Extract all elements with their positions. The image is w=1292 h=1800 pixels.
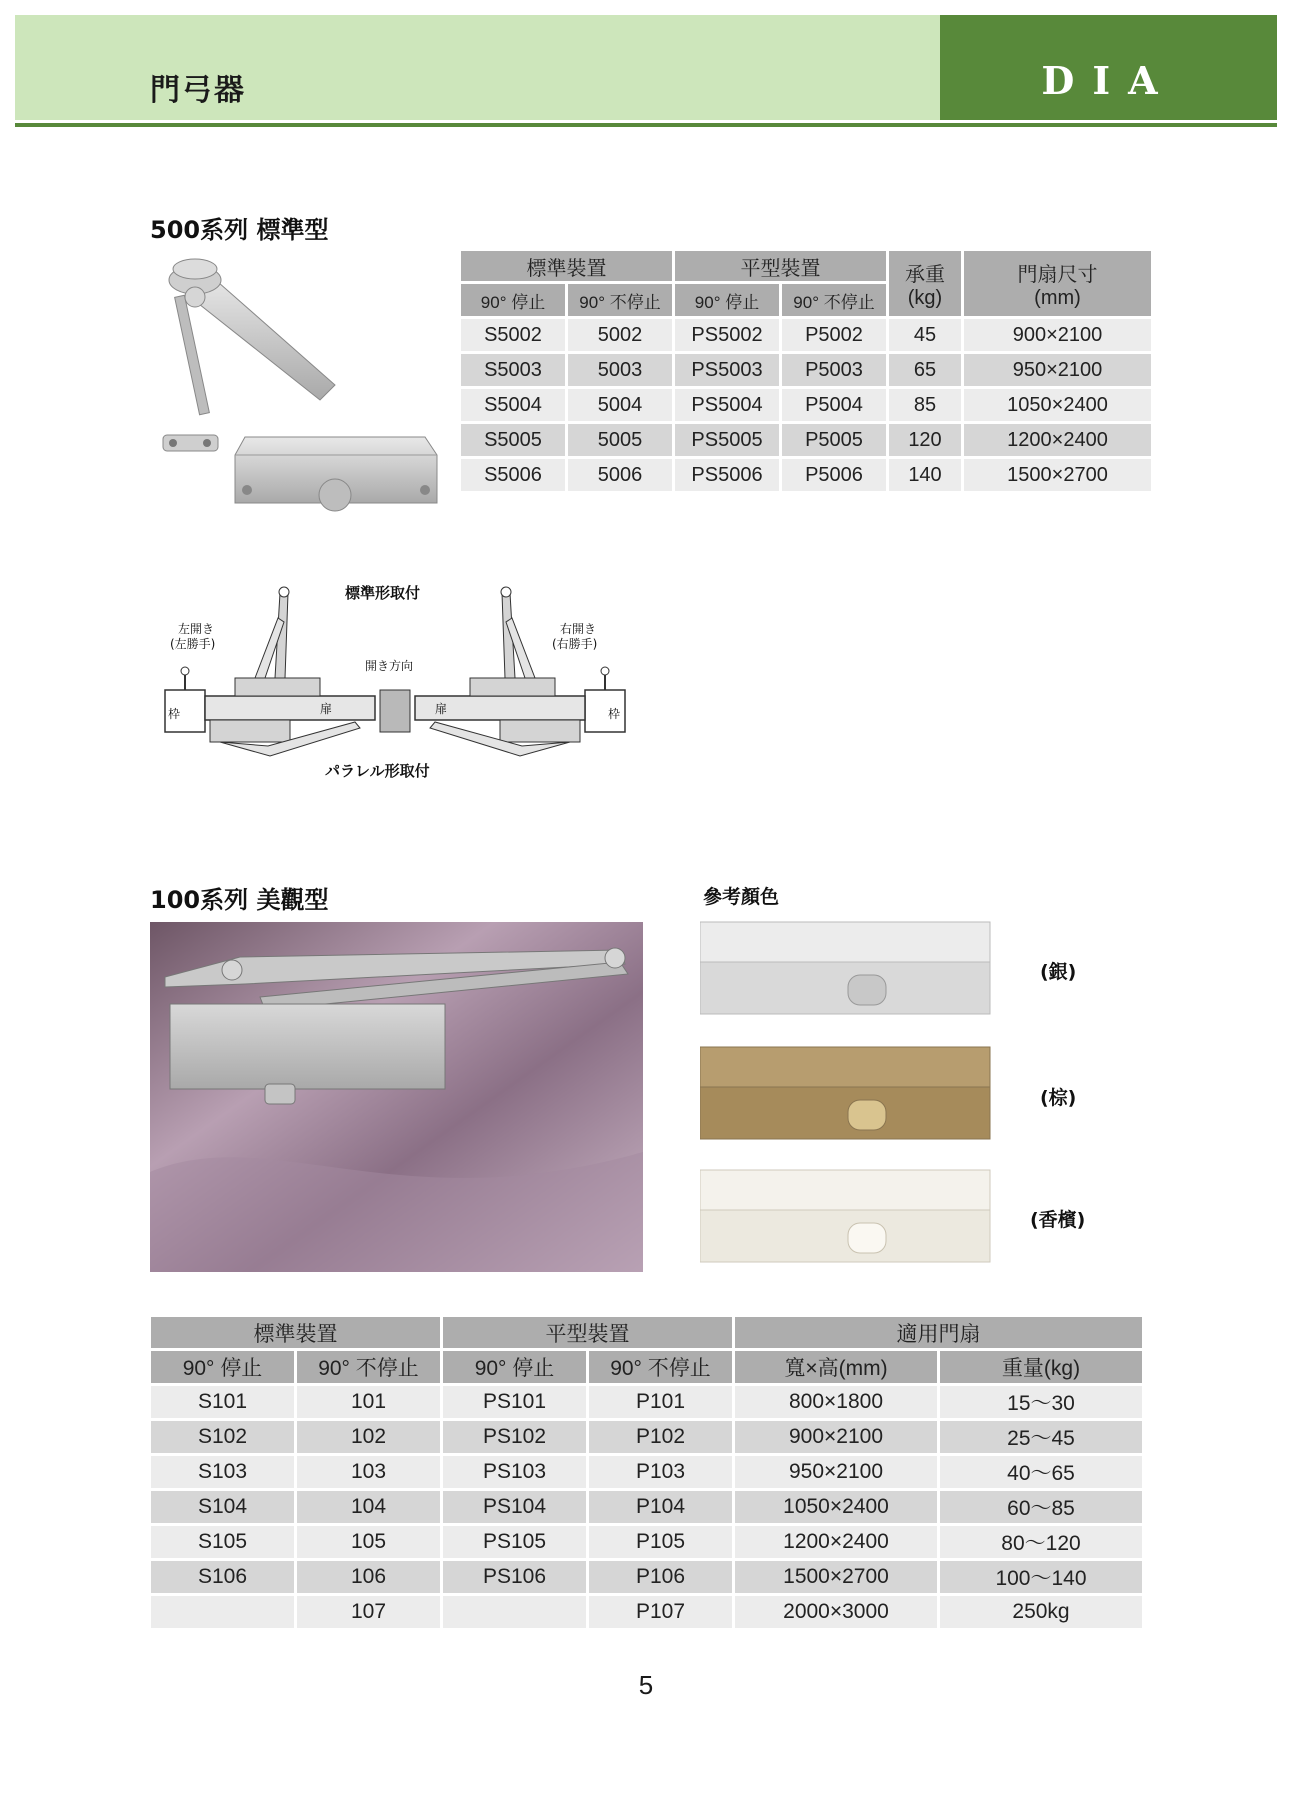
cell: 140 — [889, 459, 961, 491]
closer-parallel-right — [500, 720, 580, 742]
cell: P5003 — [782, 354, 886, 386]
cell: P107 — [589, 1596, 732, 1628]
door-stop — [380, 690, 410, 732]
header-load-line1: 承重 — [905, 263, 945, 286]
cell: 1200×2400 — [735, 1526, 937, 1558]
table-row — [151, 1561, 1142, 1593]
cell: 120 — [889, 424, 961, 456]
label-door-right: 扉 — [435, 702, 448, 716]
brand-name: DIA — [1041, 58, 1176, 103]
color-label-champagne: (香檳) — [1030, 1209, 1086, 1231]
label-left-hand: (左勝手) — [170, 637, 216, 651]
cell: P101 — [589, 1386, 732, 1418]
cell: 45 — [889, 319, 961, 351]
header-applicable-door: 適用門扇 — [735, 1317, 1142, 1348]
cell: 101 — [297, 1386, 440, 1418]
cell: 250kg — [940, 1596, 1142, 1628]
cell: PS5005 — [675, 424, 779, 456]
cell: 950×2100 — [735, 1456, 937, 1488]
door-left — [205, 696, 375, 720]
table-row — [151, 1456, 1142, 1488]
series-500-spec-table — [458, 248, 1154, 494]
series-500-title: 500系列 標準型 — [150, 216, 329, 244]
cell: 100～140 — [940, 1561, 1142, 1593]
table-row — [461, 319, 1151, 351]
cell: 1050×2400 — [964, 389, 1151, 421]
cell: S104 — [151, 1491, 294, 1523]
label-open-direction: 開き方向 — [365, 659, 414, 673]
cell: 40～65 — [940, 1456, 1142, 1488]
color-label-silver: (銀) — [1040, 961, 1077, 983]
cell: 5003 — [568, 354, 672, 386]
cell: P103 — [589, 1456, 732, 1488]
label-left-open: 左開き — [178, 622, 215, 636]
subheader: 90° 不停止 — [297, 1351, 440, 1383]
cell: PS101 — [443, 1386, 586, 1418]
subheader: 90° 停止 — [461, 284, 565, 316]
cell: 102 — [297, 1421, 440, 1453]
header-rule — [15, 123, 1277, 127]
cell — [151, 1596, 294, 1628]
swatch-brown — [700, 1045, 995, 1145]
cell: S103 — [151, 1456, 294, 1488]
cell: 950×2100 — [964, 354, 1151, 386]
cell: S5006 — [461, 459, 565, 491]
cell: S5005 — [461, 424, 565, 456]
cell: P5002 — [782, 319, 886, 351]
cell: 1200×2400 — [964, 424, 1151, 456]
cell: 5002 — [568, 319, 672, 351]
cell: 5004 — [568, 389, 672, 421]
table-row — [151, 1526, 1142, 1558]
table-row — [151, 1491, 1142, 1523]
cell: 103 — [297, 1456, 440, 1488]
cell: PS105 — [443, 1526, 586, 1558]
cell: S105 — [151, 1526, 294, 1558]
label-door-left: 扉 — [320, 702, 333, 716]
header-flat: 平型裝置 — [443, 1317, 732, 1348]
subheader: 90° 停止 — [443, 1351, 586, 1383]
subheader: 90° 不停止 — [568, 284, 672, 316]
cell: 60～85 — [940, 1491, 1142, 1523]
label-frame-right: 枠 — [608, 707, 621, 721]
label-parallel-mount: パラレル形取付 — [325, 762, 430, 780]
header-standard: 標準裝置 — [461, 251, 672, 281]
cell: 65 — [889, 354, 961, 386]
subheader: 重量(kg) — [940, 1351, 1142, 1383]
cell: PS103 — [443, 1456, 586, 1488]
cell: 5006 — [568, 459, 672, 491]
cell: S101 — [151, 1386, 294, 1418]
label-right-hand: (右勝手) — [552, 637, 598, 651]
label-standard-mount: 標準形取付 — [345, 584, 421, 602]
subheader: 90° 停止 — [675, 284, 779, 316]
cell: P105 — [589, 1526, 732, 1558]
table-row — [151, 1596, 1142, 1628]
closer-standard-left — [235, 678, 320, 696]
subheader: 寬×高(mm) — [735, 1351, 937, 1383]
subheader: 90° 不停止 — [589, 1351, 732, 1383]
door-closer-500-image — [155, 255, 445, 515]
header-flat: 平型裝置 — [675, 251, 886, 281]
cell: 1500×2700 — [964, 459, 1151, 491]
header-load-line2: (kg) — [907, 286, 943, 309]
label-right-open: 右開き — [560, 622, 597, 636]
label-frame-left: 枠 — [168, 707, 181, 721]
cell: S106 — [151, 1561, 294, 1593]
closer-standard-right — [470, 678, 555, 696]
cell: P5005 — [782, 424, 886, 456]
swatch-champagne — [700, 1168, 995, 1268]
subheader: 90° 停止 — [151, 1351, 294, 1383]
page-title: 門弓器 — [150, 73, 246, 108]
cell: 85 — [889, 389, 961, 421]
header-size-line1: 門扇尺寸 — [1017, 263, 1098, 286]
cell: S102 — [151, 1421, 294, 1453]
cell: P104 — [589, 1491, 732, 1523]
cell: PS5006 — [675, 459, 779, 491]
cell: S5004 — [461, 389, 565, 421]
cell — [443, 1596, 586, 1628]
cell: 106 — [297, 1561, 440, 1593]
table-row — [461, 354, 1151, 386]
cell: 900×2100 — [964, 319, 1151, 351]
header-band-dark — [940, 15, 1277, 120]
header-standard: 標準裝置 — [151, 1317, 440, 1348]
reference-colors-title: 參考顏色 — [703, 886, 780, 908]
color-label-brown: (棕) — [1040, 1087, 1077, 1109]
cell: PS5002 — [675, 319, 779, 351]
cell: 5005 — [568, 424, 672, 456]
cell: PS5004 — [675, 389, 779, 421]
header-size-line2: (mm) — [1034, 286, 1081, 309]
cell: PS5003 — [675, 354, 779, 386]
cell: 105 — [297, 1526, 440, 1558]
subheader: 90° 不停止 — [782, 284, 886, 316]
header-door-size — [964, 251, 1151, 316]
series-100-spec-table — [148, 1314, 1145, 1631]
cell: 15～30 — [940, 1386, 1142, 1418]
cell: 1050×2400 — [735, 1491, 937, 1523]
cell: P102 — [589, 1421, 732, 1453]
cell: 900×2100 — [735, 1421, 937, 1453]
table-row — [461, 459, 1151, 491]
cell: 25～45 — [940, 1421, 1142, 1453]
closer-parallel-left — [210, 720, 290, 742]
cell: PS104 — [443, 1491, 586, 1523]
table-row — [151, 1386, 1142, 1418]
table-row — [461, 389, 1151, 421]
table-row — [461, 424, 1151, 456]
header-load — [889, 251, 961, 316]
page-number: 5 — [638, 1670, 654, 1700]
cell: P5004 — [782, 389, 886, 421]
cell: 2000×3000 — [735, 1596, 937, 1628]
cell: PS106 — [443, 1561, 586, 1593]
door-closer-100-photo — [150, 922, 643, 1272]
series-100-title: 100系列 美觀型 — [150, 886, 329, 914]
page-header — [15, 15, 1277, 120]
cell: S5003 — [461, 354, 565, 386]
cell: 80～120 — [940, 1526, 1142, 1558]
cell: 107 — [297, 1596, 440, 1628]
cell: PS102 — [443, 1421, 586, 1453]
cell: 104 — [297, 1491, 440, 1523]
cell: S5002 — [461, 319, 565, 351]
cell: 1500×2700 — [735, 1561, 937, 1593]
cell: 800×1800 — [735, 1386, 937, 1418]
installation-diagram — [160, 578, 630, 788]
swatch-silver — [700, 920, 995, 1020]
cell: P5006 — [782, 459, 886, 491]
table-row — [151, 1421, 1142, 1453]
cell: P106 — [589, 1561, 732, 1593]
